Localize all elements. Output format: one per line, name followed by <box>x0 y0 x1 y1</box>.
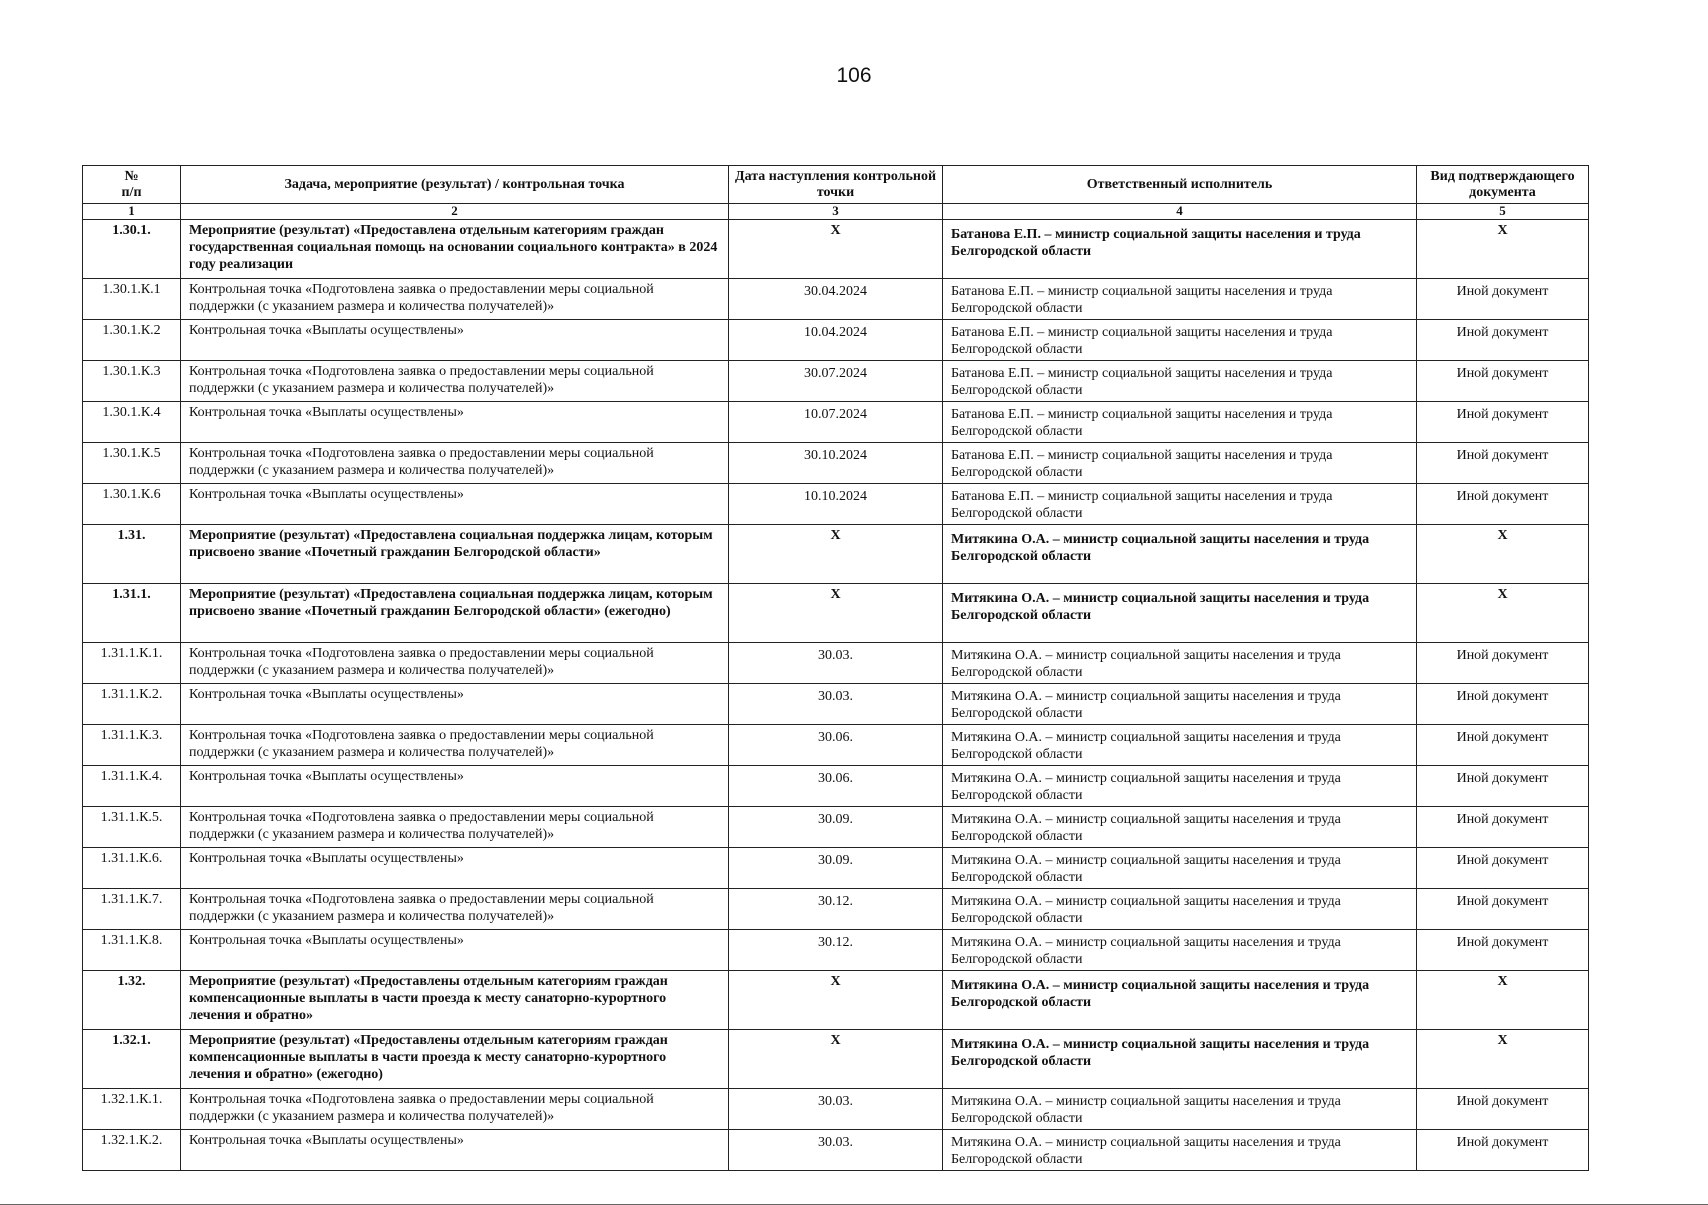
row-executor: Митякина О.А. – министр социальной защиты населения и труда Белгородской области <box>943 889 1417 930</box>
row-task: Мероприятие (результат) «Предоставлены отдельным категориям граждан компенсационные выплаты в части проезда к месту санаторно-курортного лечения и обратно» <box>181 971 729 1030</box>
table-row <box>83 930 1589 971</box>
column-number: 2 <box>181 204 729 220</box>
row-date: 30.03. <box>729 643 943 684</box>
row-date: 30.09. <box>729 807 943 848</box>
row-number: 1.31.1.К.1. <box>83 643 181 684</box>
row-executor: Митякина О.А. – министр социальной защиты населения и труда Белгородской области <box>943 725 1417 766</box>
table-row <box>83 1089 1589 1130</box>
row-document-type: Иной документ <box>1417 320 1589 361</box>
header-executor: Ответственный исполнитель <box>943 166 1417 204</box>
row-task: Мероприятие (результат) «Предоставлена социальная поддержка лицам, которым присвоено звание «Почетный гражданин Белгородской области» <box>181 525 729 584</box>
table-row <box>83 848 1589 889</box>
row-number: 1.30.1.К.1 <box>83 279 181 320</box>
row-number: 1.30.1.К.6 <box>83 484 181 525</box>
table-row <box>83 1030 1589 1089</box>
row-date: 30.12. <box>729 930 943 971</box>
row-document-type: Иной документ <box>1417 766 1589 807</box>
row-number: 1.32.1.К.1. <box>83 1089 181 1130</box>
row-date: 30.03. <box>729 1130 943 1171</box>
row-document-type: Х <box>1417 1030 1589 1089</box>
row-task: Контрольная точка «Подготовлена заявка о предоставлении меры социальной поддержки (с указанием размера и количества получателей)» <box>181 1089 729 1130</box>
row-task: Контрольная точка «Выплаты осуществлены» <box>181 1130 729 1171</box>
row-number: 1.31.1.К.8. <box>83 930 181 971</box>
row-date: 30.10.2024 <box>729 443 943 484</box>
row-task: Контрольная точка «Выплаты осуществлены» <box>181 402 729 443</box>
table-row <box>83 443 1589 484</box>
row-number: 1.31.1. <box>83 584 181 643</box>
row-document-type: Иной документ <box>1417 643 1589 684</box>
row-document-type: Иной документ <box>1417 279 1589 320</box>
table-row <box>83 525 1589 584</box>
row-task: Контрольная точка «Выплаты осуществлены» <box>181 930 729 971</box>
row-task: Контрольная точка «Подготовлена заявка о предоставлении меры социальной поддержки (с указанием размера и количества получателей)» <box>181 725 729 766</box>
control-points-table <box>82 165 1589 1171</box>
column-number: 1 <box>83 204 181 220</box>
row-document-type: Иной документ <box>1417 684 1589 725</box>
row-executor: Митякина О.А. – министр социальной защиты населения и труда Белгородской области <box>943 1089 1417 1130</box>
page-number: 106 <box>836 64 872 87</box>
row-number: 1.31.1.К.3. <box>83 725 181 766</box>
row-executor: Митякина О.А. – министр социальной защиты населения и труда Белгородской области <box>943 584 1417 643</box>
row-task: Контрольная точка «Выплаты осуществлены» <box>181 320 729 361</box>
row-task: Контрольная точка «Подготовлена заявка о предоставлении меры социальной поддержки (с указанием размера и количества получателей)» <box>181 361 729 402</box>
row-date: 10.04.2024 <box>729 320 943 361</box>
row-executor: Батанова Е.П. – министр социальной защиты населения и труда Белгородской области <box>943 279 1417 320</box>
row-executor: Митякина О.А. – министр социальной защиты населения и труда Белгородской области <box>943 766 1417 807</box>
table-row <box>83 1130 1589 1171</box>
row-executor: Митякина О.А. – министр социальной защиты населения и труда Белгородской области <box>943 643 1417 684</box>
row-document-type: Иной документ <box>1417 443 1589 484</box>
row-document-type: Иной документ <box>1417 484 1589 525</box>
column-number-row <box>83 204 1589 220</box>
row-date: 30.07.2024 <box>729 361 943 402</box>
row-number: 1.31.1.К.5. <box>83 807 181 848</box>
table-row <box>83 361 1589 402</box>
table-row <box>83 889 1589 930</box>
row-document-type: Иной документ <box>1417 807 1589 848</box>
row-executor: Митякина О.А. – министр социальной защиты населения и труда Белгородской области <box>943 807 1417 848</box>
table-row <box>83 971 1589 1030</box>
table-row <box>83 725 1589 766</box>
row-task: Контрольная точка «Подготовлена заявка о предоставлении меры социальной поддержки (с указанием размера и количества получателей)» <box>181 889 729 930</box>
row-document-type: Х <box>1417 220 1589 279</box>
row-number: 1.30.1.К.4 <box>83 402 181 443</box>
table-row <box>83 220 1589 279</box>
row-number: 1.32.1. <box>83 1030 181 1089</box>
row-date: 30.12. <box>729 889 943 930</box>
row-document-type: Х <box>1417 525 1589 584</box>
row-executor: Батанова Е.П. – министр социальной защиты населения и труда Белгородской области <box>943 484 1417 525</box>
row-task: Мероприятие (результат) «Предоставлены отдельным категориям граждан компенсационные выплаты в части проезда к месту санаторно-курортного лечения и обратно» (ежегодно) <box>181 1030 729 1089</box>
row-date: 30.04.2024 <box>729 279 943 320</box>
row-number: 1.32.1.К.2. <box>83 1130 181 1171</box>
header-document-type: Вид подтверждающего документа <box>1417 166 1589 204</box>
row-task: Контрольная точка «Подготовлена заявка о предоставлении меры социальной поддержки (с указанием размера и количества получателей)» <box>181 643 729 684</box>
row-date: 30.03. <box>729 684 943 725</box>
header-number: № п/п <box>83 166 181 204</box>
row-date: Х <box>729 525 943 584</box>
row-executor: Митякина О.А. – министр социальной защиты населения и труда Белгородской области <box>943 930 1417 971</box>
column-number: 3 <box>729 204 943 220</box>
table-header-row <box>83 166 1589 204</box>
row-task: Мероприятие (результат) «Предоставлена отдельным категориям граждан государственная социальная помощь на основании социального контракта» в 2024 году реализации <box>181 220 729 279</box>
table-row <box>83 320 1589 361</box>
row-executor: Митякина О.А. – министр социальной защиты населения и труда Белгородской области <box>943 1030 1417 1089</box>
row-number: 1.31.1.К.2. <box>83 684 181 725</box>
row-task: Контрольная точка «Выплаты осуществлены» <box>181 848 729 889</box>
row-number: 1.30.1.К.5 <box>83 443 181 484</box>
row-document-type: Х <box>1417 584 1589 643</box>
row-executor: Митякина О.А. – министр социальной защиты населения и труда Белгородской области <box>943 1130 1417 1171</box>
row-executor: Батанова Е.П. – министр социальной защиты населения и труда Белгородской области <box>943 320 1417 361</box>
row-document-type: Иной документ <box>1417 1089 1589 1130</box>
row-executor: Батанова Е.П. – министр социальной защиты населения и труда Белгородской области <box>943 361 1417 402</box>
row-number: 1.31.1.К.7. <box>83 889 181 930</box>
row-number: 1.30.1.К.2 <box>83 320 181 361</box>
row-task: Контрольная точка «Подготовлена заявка о предоставлении меры социальной поддержки (с указанием размера и количества получателей)» <box>181 807 729 848</box>
row-number: 1.30.1.К.3 <box>83 361 181 402</box>
row-executor: Митякина О.А. – министр социальной защиты населения и труда Белгородской области <box>943 525 1417 584</box>
row-document-type: Иной документ <box>1417 1130 1589 1171</box>
row-executor: Митякина О.А. – министр социальной защиты населения и труда Белгородской области <box>943 684 1417 725</box>
row-date: 10.07.2024 <box>729 402 943 443</box>
column-number: 4 <box>943 204 1417 220</box>
row-date: 10.10.2024 <box>729 484 943 525</box>
row-date: Х <box>729 584 943 643</box>
row-date: Х <box>729 220 943 279</box>
row-number: 1.32. <box>83 971 181 1030</box>
row-number: 1.31.1.К.6. <box>83 848 181 889</box>
column-number: 5 <box>1417 204 1589 220</box>
row-executor: Батанова Е.П. – министр социальной защиты населения и труда Белгородской области <box>943 443 1417 484</box>
row-task: Контрольная точка «Выплаты осуществлены» <box>181 484 729 525</box>
table-row <box>83 643 1589 684</box>
row-number: 1.31.1.К.4. <box>83 766 181 807</box>
row-document-type: Иной документ <box>1417 930 1589 971</box>
header-task: Задача, мероприятие (результат) / контрольная точка <box>181 166 729 204</box>
row-task: Контрольная точка «Подготовлена заявка о предоставлении меры социальной поддержки (с указанием размера и количества получателей)» <box>181 279 729 320</box>
row-document-type: Иной документ <box>1417 402 1589 443</box>
row-task: Контрольная точка «Выплаты осуществлены» <box>181 766 729 807</box>
table-row <box>83 484 1589 525</box>
table-row <box>83 807 1589 848</box>
row-number: 1.30.1. <box>83 220 181 279</box>
row-date: Х <box>729 971 943 1030</box>
row-task: Мероприятие (результат) «Предоставлена социальная поддержка лицам, которым присвоено звание «Почетный гражданин Белгородской области» (ежегодно) <box>181 584 729 643</box>
row-document-type: Х <box>1417 971 1589 1030</box>
table-row <box>83 279 1589 320</box>
table-row <box>83 684 1589 725</box>
table-row <box>83 402 1589 443</box>
table-row <box>83 766 1589 807</box>
table-body <box>83 220 1589 1171</box>
row-date: 30.03. <box>729 1089 943 1130</box>
row-executor: Батанова Е.П. – министр социальной защиты населения и труда Белгородской области <box>943 220 1417 279</box>
row-executor: Митякина О.А. – министр социальной защиты населения и труда Белгородской области <box>943 971 1417 1030</box>
row-date: 30.06. <box>729 725 943 766</box>
row-document-type: Иной документ <box>1417 889 1589 930</box>
row-date: 30.09. <box>729 848 943 889</box>
row-executor: Митякина О.А. – министр социальной защиты населения и труда Белгородской области <box>943 848 1417 889</box>
row-document-type: Иной документ <box>1417 725 1589 766</box>
header-date: Дата наступления контрольной точки <box>729 166 943 204</box>
row-task: Контрольная точка «Подготовлена заявка о предоставлении меры социальной поддержки (с указанием размера и количества получателей)» <box>181 443 729 484</box>
row-number: 1.31. <box>83 525 181 584</box>
row-executor: Батанова Е.П. – министр социальной защиты населения и труда Белгородской области <box>943 402 1417 443</box>
row-document-type: Иной документ <box>1417 361 1589 402</box>
row-date: Х <box>729 1030 943 1089</box>
row-task: Контрольная точка «Выплаты осуществлены» <box>181 684 729 725</box>
row-document-type: Иной документ <box>1417 848 1589 889</box>
table-row <box>83 584 1589 643</box>
row-date: 30.06. <box>729 766 943 807</box>
